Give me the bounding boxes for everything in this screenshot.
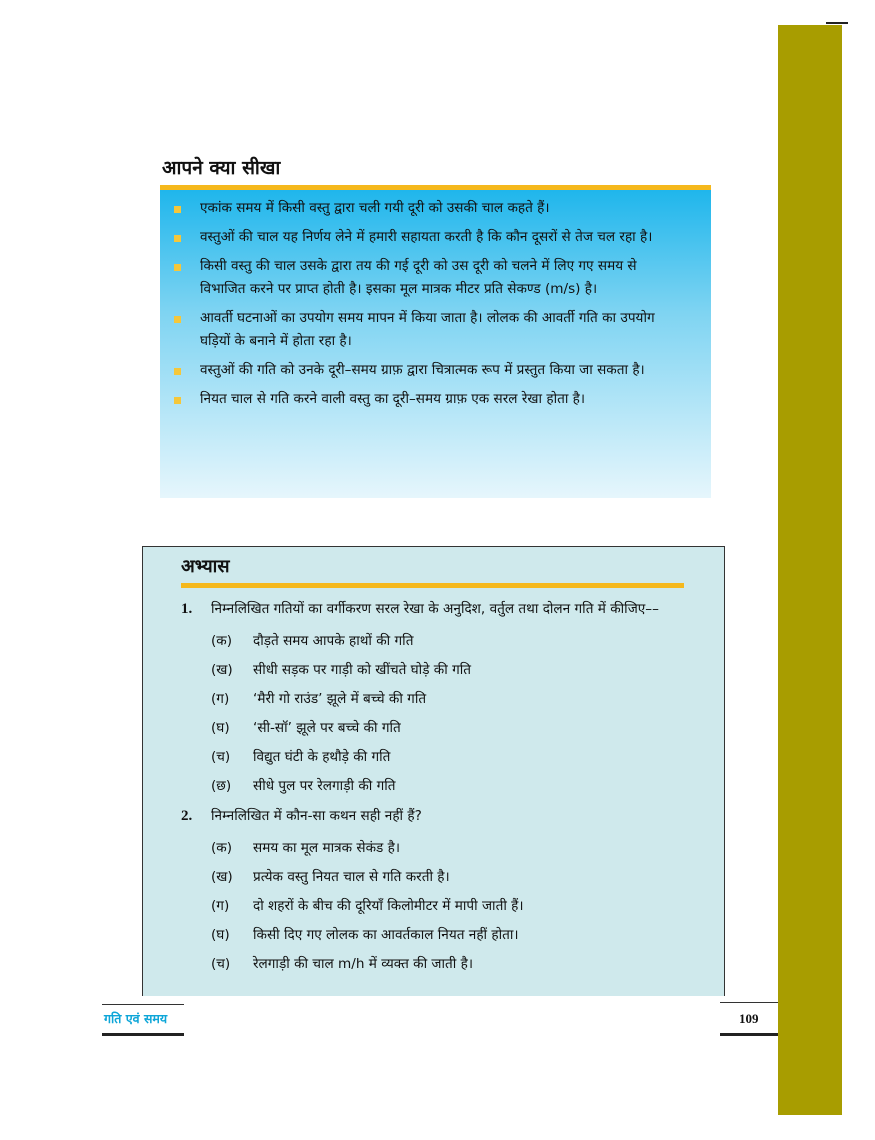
option-item xyxy=(211,892,694,921)
footer-left-top-rule xyxy=(102,1004,184,1005)
learned-point-text: वस्तुओं की गति को उनके दूरी–समय ग्राफ़ द्वारा चित्रात्मक रूप में प्रस्तुत किया जा सकता है। xyxy=(200,362,645,378)
option-text: दौड़ते समय आपके हाथों की गति xyxy=(253,633,414,649)
bullet-square-icon xyxy=(174,397,181,404)
learned-point xyxy=(174,226,677,249)
learned-summary-box xyxy=(160,190,711,498)
option-text: समय का मूल मात्रक सेकंड है। xyxy=(253,840,400,856)
learned-point-text: नियत चाल से गति करने वाली वस्तु का दूरी–समय ग्राफ़ एक सरल रेखा होता है। xyxy=(200,391,586,407)
question-number: 1. xyxy=(181,601,193,617)
option-item xyxy=(211,834,694,863)
option-text: सीधे पुल पर रेलगाड़ी की गति xyxy=(253,778,396,794)
option-label: (घ) xyxy=(211,927,230,943)
footer-right-top-rule xyxy=(720,1002,778,1003)
side-color-bar xyxy=(778,25,842,1115)
bullet-square-icon xyxy=(174,368,181,375)
option-item xyxy=(211,743,694,772)
question-number: 2. xyxy=(181,808,193,824)
bullet-square-icon xyxy=(174,316,181,323)
option-text: प्रत्येक वस्तु नियत चाल से गति करती है। xyxy=(253,869,450,885)
option-text: रेलगाड़ी की चाल m/h में व्यक्त की जाती है। xyxy=(253,956,473,972)
option-item xyxy=(211,921,694,950)
option-label: (छ) xyxy=(211,778,232,794)
option-text: सीधी सड़क पर गाड़ी को खींचते घोड़े की गति xyxy=(253,662,472,678)
learned-point-text: एकांक समय में किसी वस्तु द्वारा चली गयी दूरी को उसकी चाल कहते हैं। xyxy=(200,200,550,216)
question-1-options xyxy=(211,627,694,801)
option-item xyxy=(211,685,694,714)
option-text: ‘मैरी गो राउंड’ झूले में बच्चे की गति xyxy=(253,691,427,707)
learned-point xyxy=(174,388,677,411)
option-item xyxy=(211,627,694,656)
exercise-title: अभ्यास xyxy=(181,556,230,577)
learned-point xyxy=(174,359,677,382)
side-tick-mark xyxy=(826,22,848,24)
question-text: निम्नलिखित में कौन-सा कथन सही नहीं हैं? xyxy=(211,808,422,824)
learned-point xyxy=(174,255,677,301)
question-1 xyxy=(181,598,694,621)
option-label: (च) xyxy=(211,749,231,765)
learned-point-text: किसी वस्तु की चाल उसके द्वारा तय की गई दूरी को उस दूरी को चलने में लिए गए समय से विभाजित करने पर प्राप्त होती है। इसका मूल मात्रक मीटर प्रति सेकण्ड (m/s) है। xyxy=(200,258,637,297)
learned-point-text: वस्तुओं की चाल यह निर्णय लेने में हमारी सहायता करती है कि कौन दूसरों से तेज चल रहा है। xyxy=(200,229,653,245)
option-label: (ख) xyxy=(211,662,233,678)
bullet-square-icon xyxy=(174,206,181,213)
option-item xyxy=(211,714,694,743)
learned-point-text: आवर्ती घटनाओं का उपयोग समय मापन में किया जाता है। लोलक की आवर्ती गति का उपयोग घड़ियों के बनाने में होता रहा है। xyxy=(200,310,655,349)
bullet-square-icon xyxy=(174,264,181,271)
option-item xyxy=(211,772,694,801)
question-2 xyxy=(181,805,694,828)
option-item xyxy=(211,950,694,979)
option-text: दो शहरों के बीच की दूरियाँ किलोमीटर में मापी जाती हैं। xyxy=(253,898,524,914)
option-text: विद्युत घंटी के हथौड़े की गति xyxy=(253,749,391,765)
option-label: (च) xyxy=(211,956,231,972)
learned-section-title: आपने क्या सीखा xyxy=(162,157,281,179)
page-number: 109 xyxy=(739,1011,759,1026)
question-2-options xyxy=(211,834,694,979)
footer-right-bottom-rule xyxy=(720,1033,778,1036)
learned-point xyxy=(174,197,677,220)
option-text: ‘सी-सॉ’ झूले पर बच्चे की गति xyxy=(253,720,401,736)
option-label: (घ) xyxy=(211,720,230,736)
option-label: (ख) xyxy=(211,869,233,885)
option-label: (ग) xyxy=(211,691,230,707)
question-text: निम्नलिखित गतियों का वर्गीकरण सरल रेखा के अनुदिश, वर्तुल तथा दोलन गति में कीजिए–– xyxy=(211,601,659,617)
footer-chapter-title: गति एवं समय xyxy=(104,1011,168,1026)
option-label: (क) xyxy=(211,840,233,856)
option-label: (ग) xyxy=(211,898,230,914)
option-item xyxy=(211,863,694,892)
exercise-rule xyxy=(181,583,684,588)
exercise-box xyxy=(142,546,725,996)
bullet-square-icon xyxy=(174,235,181,242)
option-item xyxy=(211,656,694,685)
footer-left-bottom-rule xyxy=(102,1033,184,1036)
learned-point xyxy=(174,307,677,353)
option-label: (क) xyxy=(211,633,233,649)
option-text: किसी दिए गए लोलक का आवर्तकाल नियत नहीं होता। xyxy=(253,927,519,943)
